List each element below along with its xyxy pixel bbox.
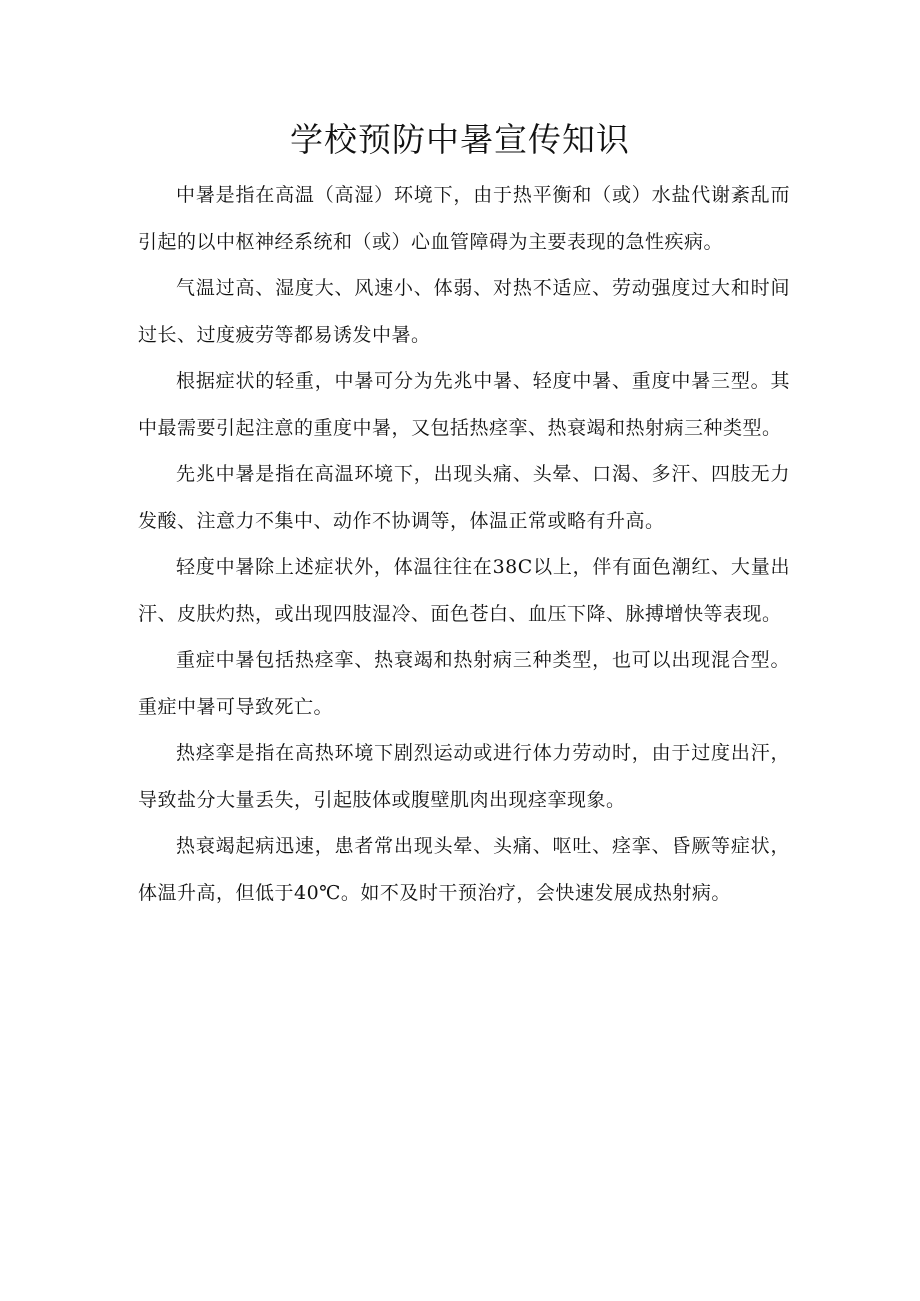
paragraph-mild: 轻度中暑除上述症状外，体温往往在38C以上，伴有面色潮红、大量出汗、皮肤灼热，或出现四肢湿冷、面色苍白、血压下降、脉搏增快等表现。 bbox=[138, 556, 790, 625]
paragraph-heat-exhaustion: 热衰竭起病迅速，患者常出现头晕、头痛、呕吐、痉挛、昏厥等症状，体温升高，但低于40℃。如不及时干预治疗，会快速发展成热射病。 bbox=[138, 835, 790, 904]
paragraph-precursor: 先兆中暑是指在高温环境下，出现头痛、头晕、口渴、多汗、四肢无力发酸、注意力不集中、动作不协调等，体温正常或略有升高。 bbox=[138, 463, 790, 532]
paragraph-heat-cramps: 热痉挛是指在高热环境下剧烈运动或进行体力劳动时，由于过度出汗，导致盐分大量丢失，引起肢体或腹壁肌肉出现痉挛现象。 bbox=[138, 742, 790, 811]
paragraph-severe: 重症中暑包括热痉挛、热衰竭和热射病三种类型，也可以出现混合型。重症中暑可导致死亡。 bbox=[138, 649, 790, 718]
document-title: 学校预防中暑宣传知识 bbox=[290, 120, 630, 159]
paragraph-definition: 中暑是指在高温（高湿）环境下，由于热平衡和（或）水盐代谢紊乱而引起的以中枢神经系统和（或）心血管障碍为主要表现的急性疾病。 bbox=[138, 184, 790, 253]
paragraph-causes: 气温过高、湿度大、风速小、体弱、对热不适应、劳动强度过大和时间过长、过度疲劳等都易诱发中暑。 bbox=[138, 277, 790, 346]
paragraph-classification: 根据症状的轻重，中暑可分为先兆中暑、轻度中暑、重度中暑三型。其中最需要引起注意的重度中暑，又包括热痉挛、热衰竭和热射病三种类型。 bbox=[138, 370, 790, 439]
document-body bbox=[138, 172, 790, 916]
